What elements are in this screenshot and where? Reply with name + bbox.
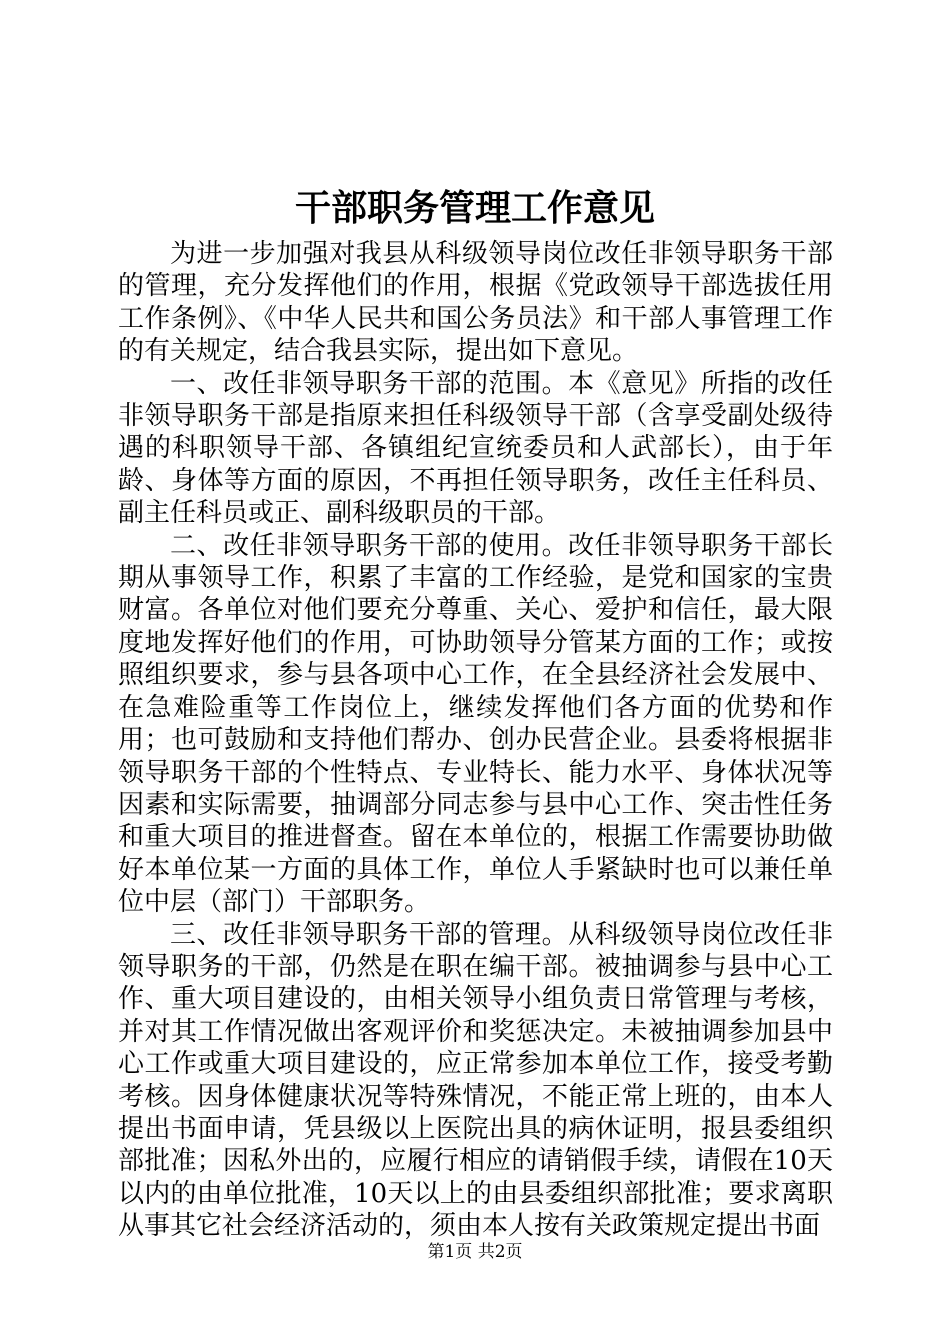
page-number-footer: 第1页 共2页 [427,1242,523,1262]
paragraph-management: 三、改任非领导职务干部的管理。从科级领导岗位改任非领导职务的干部，仍然是在职在编干部。被抽调参与县中心工作、重大项目建设的，由相关领导小组负责日常管理与考核，并对其工作情况做出客观评价和奖惩决定。未被抽调参加县中心工作或重大项目建设的，应正常参加本单位工作，接受考勤考核。因身体健康状况等特殊情况，不能正常上班的，由本人提出书面申请，凭县级以上医院出具的病休证明，报县委组织部批准；因私外出的，应履行相应的请销假手续，请假在10天以内的由单位批准，10天以上的由县委组织部批准；要求离职从事其它社会经济活动的，须由本人按有关政策规定提出书面 [118,919,833,1242]
document-body [118,238,833,1243]
paragraph-intro: 为进一步加强对我县从科级领导岗位改任非领导职务干部的管理，充分发挥他们的作用，根据《党政领导干部选拔任用工作条例》、《中华人民共和国公务员法》和干部人事管理工作的有关规定，结合我县实际，提出如下意见。 [118,239,833,367]
document-title: 干部职务管理工作意见 [294,187,655,229]
paragraph-usage: 二、改任非领导职务干部的使用。改任非领导职务干部长期从事领导工作，积累了丰富的工作经验，是党和国家的宝贵财富。各单位对他们要充分尊重、关心、爱护和信任，最大限度地发挥好他们的作用，可协助领导分管某方面的工作；或按照组织要求，参与县各项中心工作，在全县经济社会发展中、在急难险重等工作岗位上，继续发挥他们各方面的优势和作用；也可鼓励和支持他们帮办、创办民营企业。县委将根据非领导职务干部的个性特点、专业特长、能力水平、身体状况等因素和实际需要，抽调部分同志参与县中心工作、突击性任务和重大项目的推进督查。留在本单位的，根据工作需要协助做好本单位某一方面的具体工作，单位人手紧缺时也可以兼任单位中层（部门）干部职务。 [118,530,833,918]
paragraph-scope: 一、改任非领导职务干部的范围。本《意见》所指的改任非领导职务干部是指原来担任科级领导干部（含享受副处级待遇的科职领导干部、各镇组纪宣统委员和人武部长），由于年龄、身体等方面的原因，不再担任领导职务，改任主任科员、副主任科员或正、副科级职员的干部。 [118,368,833,529]
